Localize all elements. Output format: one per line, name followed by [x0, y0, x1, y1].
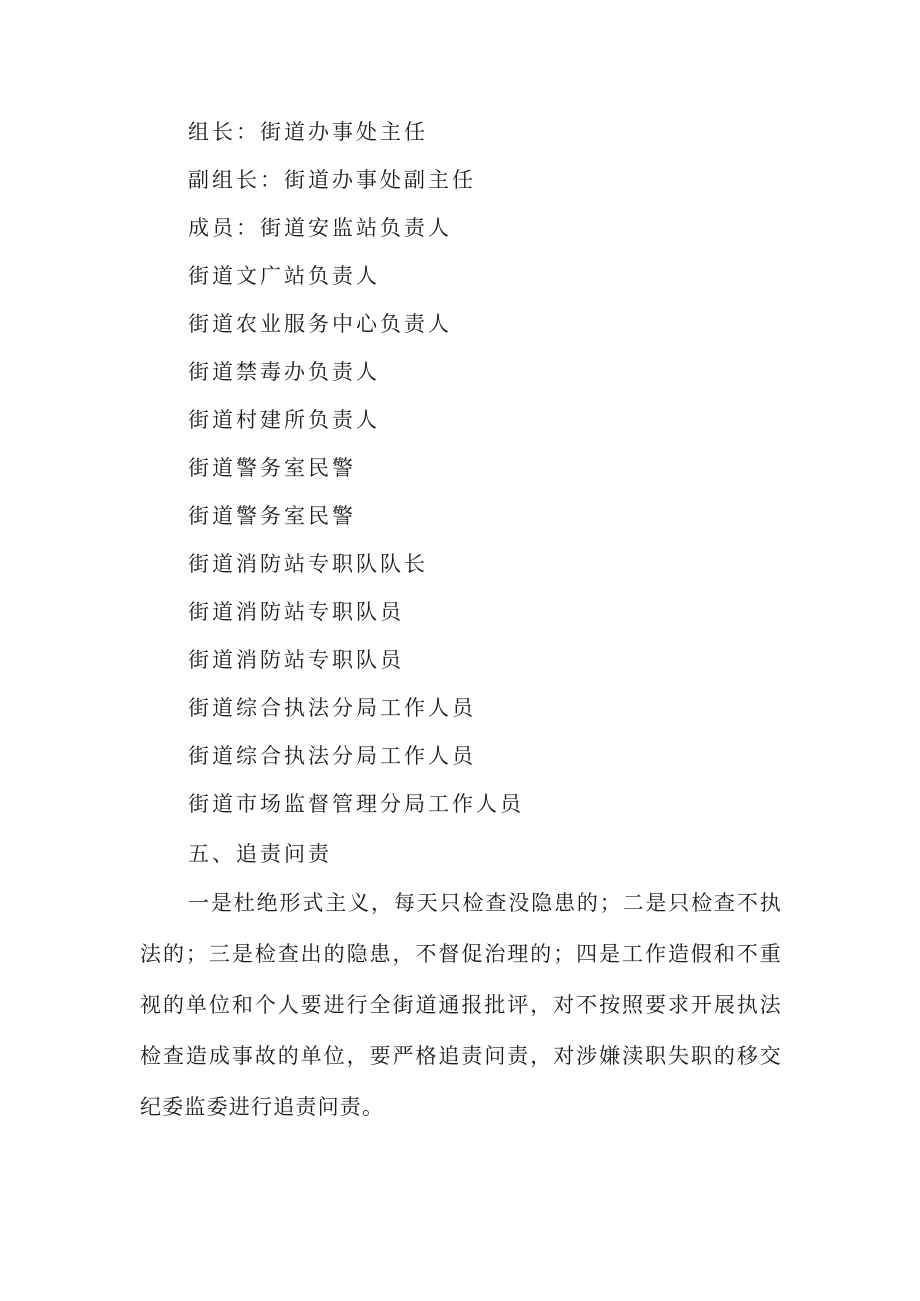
- member-line: 街道市场监督管理分局工作人员: [188, 792, 524, 816]
- section-heading: 五、追责问责: [188, 842, 332, 866]
- member-line: 街道综合执法分局工作人员: [188, 744, 476, 768]
- deputy-leader-line: 副组长：街道办事处副主任: [188, 168, 476, 192]
- member-line: 街道消防站专职队员: [188, 600, 404, 624]
- member-line: 街道消防站专职队员: [188, 648, 404, 672]
- member-line: 街道警务室民警: [188, 504, 356, 528]
- member-line: 街道消防站专职队队长: [188, 552, 428, 576]
- member-line: 街道文广站负责人: [188, 264, 380, 288]
- member-line: 街道综合执法分局工作人员: [188, 696, 476, 720]
- members-line: 成员：街道安监站负责人: [188, 216, 452, 240]
- member-line: 街道农业服务中心负责人: [188, 312, 452, 336]
- group-leader-line: 组长：街道办事处主任: [188, 120, 428, 144]
- member-line: 街道禁毒办负责人: [188, 360, 380, 384]
- member-line: 街道村建所负责人: [188, 408, 380, 432]
- member-line: 街道警务室民警: [188, 456, 356, 480]
- accountability-paragraph: 一是杜绝形式主义，每天只检查没隐患的；二是只检查不执法的；三是检查出的隐患，不督促治理的；四是工作造假和不重视的单位和个人要进行全街道通报批评，对不按照要求开展执法检查造成事故的单位，要严格追责问责，对涉嫌渎职失职的移交纪委监委进行追责问责。: [140, 891, 782, 1119]
